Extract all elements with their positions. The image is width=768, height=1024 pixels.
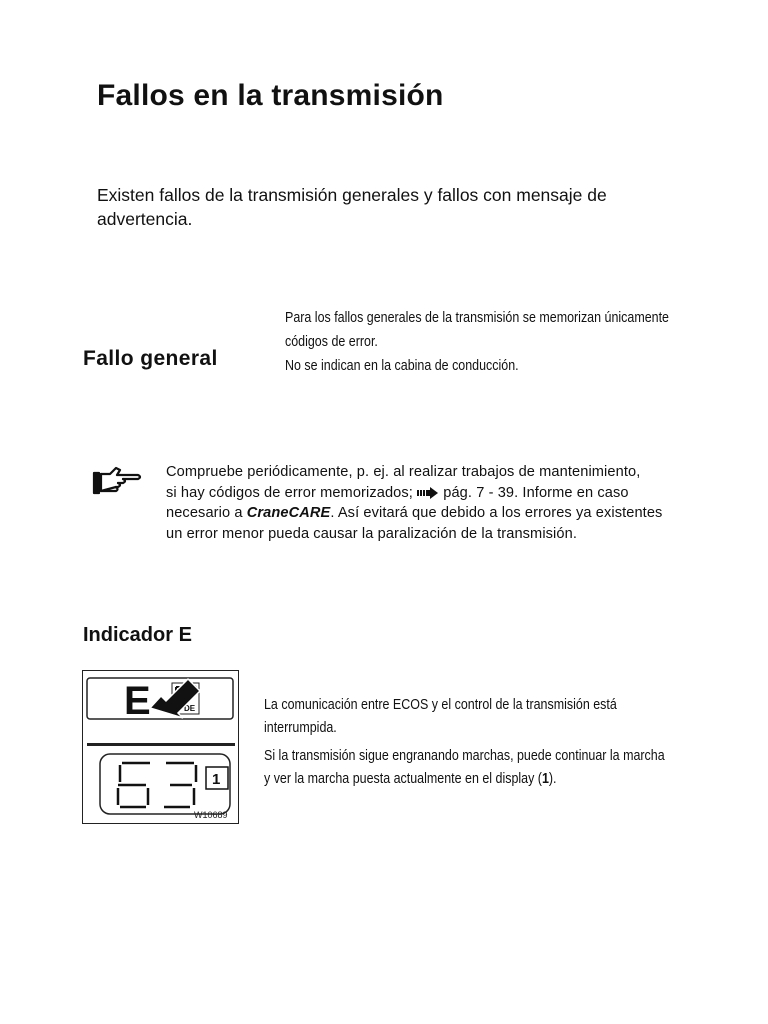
indicator-line: y ver la marcha puesta actualmente en el display ( [264, 770, 542, 787]
maintenance-notice [166, 462, 706, 544]
cranecare-brand: CraneCARE [246, 505, 331, 521]
pointing-hand-icon [92, 465, 144, 497]
indicator-line: interrumpida. [264, 719, 337, 736]
display-letter-e: E [124, 679, 151, 723]
intro-line: advertencia. [97, 209, 193, 229]
general-line: códigos de error. [285, 334, 378, 350]
indicator-line: Si la transmisión sigue engranando marchas, puede continuar la marcha [264, 748, 665, 764]
general-fault-heading: Fallo general [83, 347, 218, 370]
indicator-line: La comunicación entre ECOS y el control de la transmisión está [264, 697, 617, 713]
display-illustration [82, 670, 239, 824]
intro-line: Existen fallos de la transmisión generales y fallos con mensaje de [97, 185, 607, 205]
notice-line: . Así evitará que debido a los errores ya existentes [330, 505, 663, 521]
display-reference: 1 [541, 770, 549, 787]
figure-code: W10689 [194, 810, 228, 820]
general-line: No se indican en la cabina de conducción. [285, 358, 519, 374]
intro-paragraph [97, 183, 697, 231]
indicator-line: ). [548, 770, 557, 787]
notice-line: un error menor pueda causar la paralización de la transmisión. [166, 525, 577, 542]
notice-line: si hay códigos de error memorizados; [166, 484, 418, 501]
indicator-e-heading: Indicador E [83, 624, 192, 646]
display-callout: 1 [212, 771, 221, 788]
svg-text:DE: DE [184, 704, 196, 713]
right-arrow-icon [417, 487, 439, 499]
notice-line: necesario a [166, 505, 247, 521]
notice-line: Compruebe periódicamente, p. ej. al realizar trabajos de mantenimiento, [166, 464, 641, 480]
indicator-e-text [264, 694, 685, 790]
general-line: Para los fallos generales de la transmisión se memorizan únicamente [285, 310, 669, 326]
page-title: Fallos en la transmisión [97, 79, 444, 112]
general-fault-text [285, 306, 669, 378]
page-reference: pág. 7 - 39. Informe en caso [439, 484, 629, 501]
